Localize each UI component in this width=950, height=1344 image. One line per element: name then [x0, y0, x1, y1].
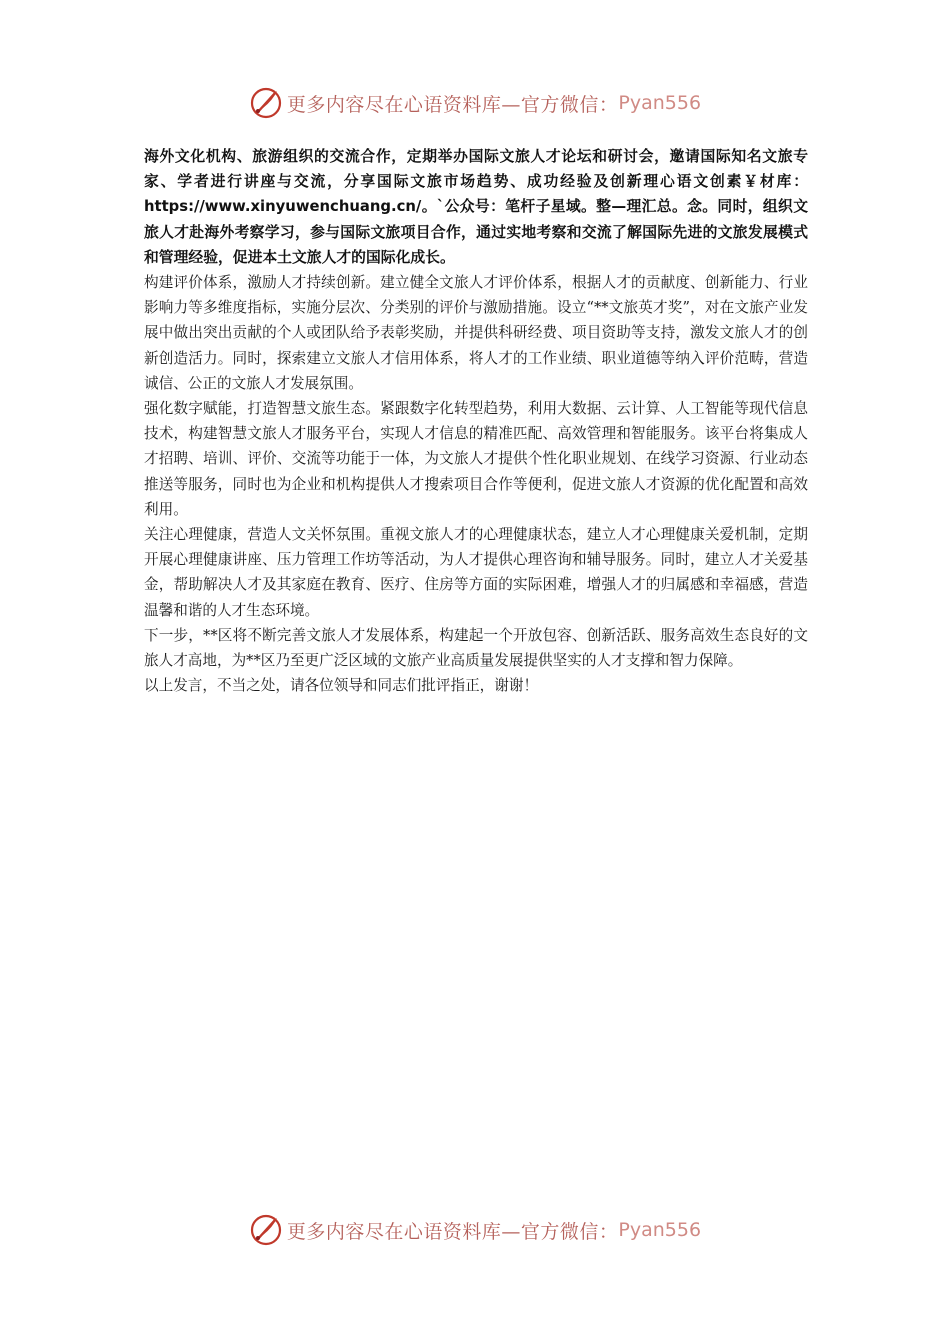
header-banner: [0, 83, 950, 123]
closing-paragraph: 以上发言，不当之处，请各位领导和同志们批评指正，谢谢！: [144, 677, 539, 695]
lead-paragraph: 海外文化机构、旅游组织的交流合作，定期举办国际文旅人才论坛和研讨会，邀请国际知名文旅专家、学者进行讲座与交流，分享国际文旅市场趋势、成功经验及创新理心语文创素￥材库：https://www.xinyuwenchuang.cn/。`公众号：笔杆子星域。整—理汇总。念。同时，组织文旅人才赴海外考察学习，参与国际文旅项目合作，通过实地考察和交流了解国际先进的文旅发展模式和管理经验，促进本土文旅人才的国际化成长。: [144, 148, 808, 266]
body-paragraph: 构建评价体系，激励人才持续创新。建立健全文旅人才评价体系，根据人才的贡献度、创新能力、行业影响力等多维度指标，实施分层次、分类别的评价与激励措施。设立“**文旅英才奖”，对在文旅产业发展中做出突出贡献的个人或团队给予表彰奖励，并提供科研经费、项目资助等支持，激发文旅人才的创新创造活力。同时，探索建立文旅人才信用体系，将人才的工作业绩、职业道德等纳入评价范畴，营造诚信、公正的文旅人才发展氛围。: [144, 274, 808, 392]
banner-slogan: 更多内容尽在心语资料库—官方微信：: [286, 93, 619, 116]
body-paragraph: 强化数字赋能，打造智慧文旅生态。紧跟数字化转型趋势，利用大数据、云计算、人工智能等现代信息技术，构建智慧文旅人才服务平台，实现人才信息的精准匹配、高效管理和智能服务。该平台将集成人才招聘、培训、评价、交流等功能于一体，为文旅人才提供个性化职业规划、在线学习资源、行业动态推送等服务，同时也为企业和机构提供人才搜索项目合作等便利，促进文旅人才资源的优化配置和高效利用。: [144, 400, 808, 518]
body-paragraph: 关注心理健康，营造人文关怀氛围。重视文旅人才的心理健康状态，建立人才心理健康关爱机制，定期开展心理健康讲座、压力管理工作坊等活动，为人才提供心理咨询和辅导服务。同时，建立人才关爱基金，帮助解决人才及其家庭在教育、医疗、住房等方面的实际困难，增强人才的归属感和幸福感，营造温馨和谐的人才生态环境。: [144, 526, 808, 619]
body-paragraph: 下一步，**区将不断完善文旅人才发展体系，构建起一个开放包容、创新活跃、服务高效生态良好的文旅人才高地，为**区乃至更广泛区域的文旅产业高质量发展提供坚实的人才支撑和智力保障。: [144, 626, 808, 670]
quill-logo-icon: [249, 1213, 283, 1247]
banner-slogan: 更多内容尽在心语资料库—官方微信：: [286, 1220, 619, 1243]
quill-logo-icon: [249, 86, 283, 120]
banner-wechat-id: Pyan556: [618, 1219, 702, 1241]
footer-banner: [0, 1210, 950, 1250]
document-body: [144, 144, 808, 698]
banner-wechat-id: Pyan556: [618, 92, 702, 114]
